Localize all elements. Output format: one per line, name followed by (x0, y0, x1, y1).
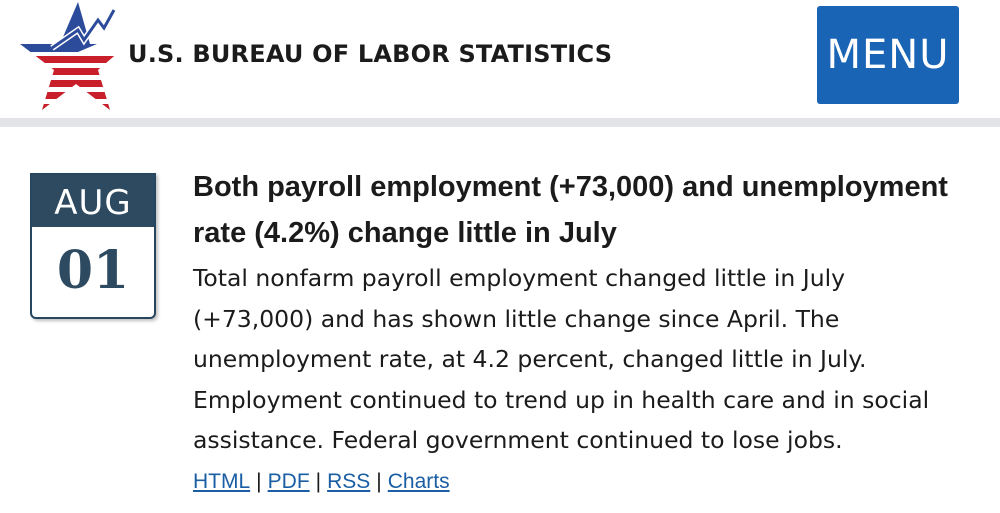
link-separator: | (256, 470, 262, 493)
pdf-link[interactable]: PDF (267, 470, 310, 493)
header-divider (0, 118, 1000, 127)
rss-link[interactable]: RSS (327, 470, 371, 493)
link-separator: | (376, 470, 382, 493)
html-link[interactable]: HTML (193, 470, 251, 493)
bls-logo-icon[interactable] (18, 0, 130, 112)
menu-button[interactable]: MENU (817, 6, 959, 104)
charts-link[interactable]: Charts (387, 470, 450, 493)
release-month: AUG (32, 175, 154, 227)
agency-name[interactable]: U.S. BUREAU OF LABOR STATISTICS (128, 40, 613, 68)
release-day: 01 (56, 240, 130, 301)
site-header (0, 0, 1000, 118)
release-links (193, 470, 450, 494)
release-summary: Total nonfarm payroll employment changed little in July (+73,000) and has shown little change since April. The unemployment rate, at 4.2 percent, changed little in July. Employment continued to trend up in health care and in social assistance. Federal government continued to lose jobs. (193, 264, 930, 454)
release-date-badge (30, 173, 156, 319)
link-separator: | (315, 470, 322, 493)
release-headline: Both payroll employment (+73,000) and unemployment rate (4.2%) change little in July (193, 171, 948, 249)
